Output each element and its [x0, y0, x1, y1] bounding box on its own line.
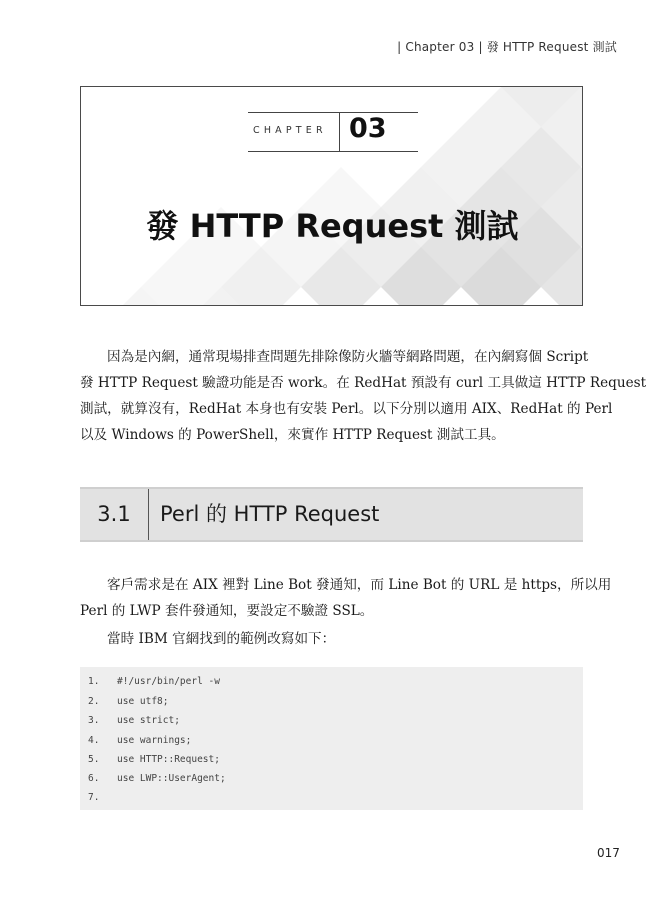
code-line: [80, 773, 583, 792]
section-number: 3.1: [97, 502, 131, 526]
text-line: 客戶需求是在 AIX 裡對 Line Bot 發通知，而 Line Bot 的 URL 是 https，所以用: [107, 577, 612, 593]
diamond-pattern: [81, 87, 583, 306]
chapter-rule-bottom: [248, 151, 418, 152]
code-text: use LWP::UserAgent;: [117, 773, 226, 784]
code-line: [80, 715, 583, 734]
code-line: [80, 754, 583, 773]
page-number: 017: [597, 846, 620, 860]
text-line: 測試，就算沒有，RedHat 本身也有安裝 Perl。以下分別以適用 AIX、RedHat 的 Perl: [80, 401, 613, 417]
code-text: use HTTP::Request;: [117, 754, 220, 765]
running-header: | Chapter 03 | 發 HTTP Request 測試: [397, 40, 617, 54]
chapter-number: 03: [349, 113, 387, 144]
code-block: [80, 667, 583, 810]
chapter-divider: [339, 112, 340, 152]
code-line: [80, 676, 583, 695]
code-line: [80, 696, 583, 715]
intro-paragraph: [80, 344, 647, 448]
text-line: Perl 的 LWP 套件發通知，要設定不驗證 SSL。: [80, 603, 374, 619]
line-number: 5.: [88, 754, 100, 765]
code-text: #!/usr/bin/perl -w: [117, 676, 220, 687]
code-line: [80, 735, 583, 754]
text-line: 發 HTTP Request 驗證功能是否 work。在 RedHat 預設有 curl 工具做這 HTTP Request: [80, 375, 647, 391]
section-divider: [148, 489, 149, 540]
line-number: 3.: [88, 715, 100, 726]
line-number: 6.: [88, 773, 100, 784]
chapter-rule-top: [248, 112, 418, 113]
code-line: [80, 792, 583, 811]
chapter-title-box: [80, 86, 583, 306]
section-heading: [80, 487, 583, 542]
body-paragraph-2: [80, 626, 583, 652]
body-paragraph-1: [80, 572, 612, 624]
line-number: 1.: [88, 676, 100, 687]
code-text: use strict;: [117, 715, 180, 726]
line-number: 4.: [88, 735, 100, 746]
text-line: 當時 IBM 官網找到的範例改寫如下：: [107, 631, 336, 647]
code-text: use utf8;: [117, 696, 169, 707]
text-line: 以及 Windows 的 PowerShell，來實作 HTTP Request 測試工具。: [80, 427, 505, 443]
section-title: Perl 的 HTTP Request: [160, 502, 380, 526]
line-number: 7.: [88, 792, 100, 803]
text-line: 因為是內網，通常現場排查問題先排除像防火牆等網路問題，在內網寫個 Script: [107, 349, 589, 365]
chapter-title: 發 HTTP Request 測試: [146, 207, 519, 245]
chapter-label: CHAPTER: [253, 125, 327, 136]
code-text: use warnings;: [117, 735, 192, 746]
line-number: 2.: [88, 696, 100, 707]
